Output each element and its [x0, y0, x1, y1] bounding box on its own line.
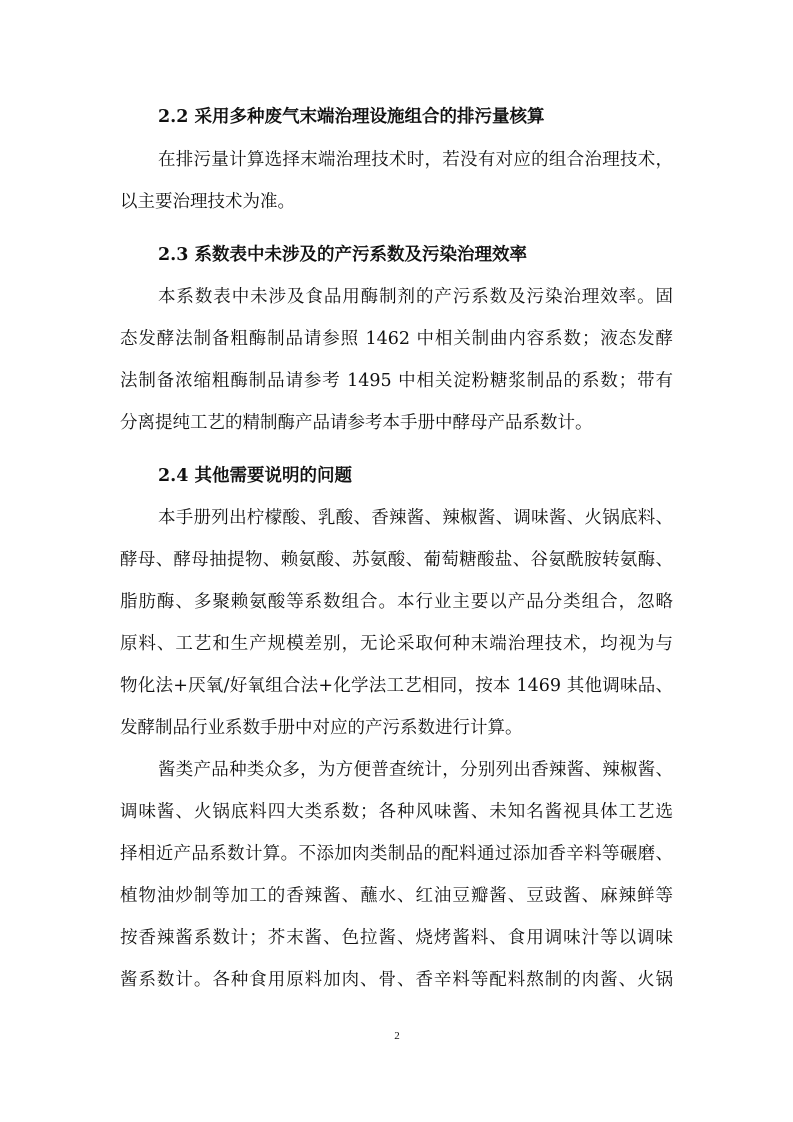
body-line: 本手册列出柠檬酸、乳酸、香辣酱、辣椒酱、调味酱、火锅底料、: [158, 508, 673, 528]
body-line: 物化法+厌氧/好氧组合法+化学法工艺相同，按本 1469 其他调味品、: [120, 676, 673, 696]
body-line: 法制备浓缩粗酶制品请参考 1495 中相关淀粉糖浆制品的系数；带有: [120, 371, 673, 391]
heading-2-2: 2.2 采用多种废气末端治理设施组合的排污量核算: [158, 107, 545, 127]
body-line: 按香辣酱系数计；芥末酱、色拉酱、烧烤酱料、食用调味汁等以调味: [120, 928, 673, 948]
body-line: 分离提纯工艺的精制酶产品请参考本手册中酵母产品系数计。: [120, 413, 593, 433]
body-line: 植物油炒制等加工的香辣酱、蘸水、红油豆瓣酱、豆豉酱、麻辣鲜等: [120, 886, 673, 906]
heading-2-3: 2.3 系数表中未涉及的产污系数及污染治理效率: [158, 245, 528, 265]
body-line: 酱类产品种类众多，为方便普查统计，分别列出香辣酱、辣椒酱、: [158, 760, 673, 780]
heading-2-4: 2.4 其他需要说明的问题: [158, 466, 353, 486]
body-line: 酵母、酵母抽提物、赖氨酸、苏氨酸、葡萄糖酸盐、谷氨酰胺转氨酶、: [120, 550, 673, 570]
body-line: 发酵制品行业系数手册中对应的产污系数进行计算。: [120, 718, 523, 738]
body-line: 原料、工艺和生产规模差别，无论采取何种末端治理技术，均视为与: [120, 634, 673, 654]
body-line: 以主要治理技术为准。: [120, 192, 295, 212]
page-number: 2: [394, 1030, 400, 1042]
body-line: 择相近产品系数计算。不添加肉类制品的配料通过添加香辛料等碾磨、: [120, 844, 673, 864]
body-line: 在排污量计算选择末端治理技术时，若没有对应的组合治理技术，: [158, 150, 673, 170]
body-line: 态发酵法制备粗酶制品请参照 1462 中相关制曲内容系数；液态发酵: [120, 329, 673, 349]
body-line: 调味酱、火锅底料四大类系数；各种风味酱、未知名酱视具体工艺选: [120, 802, 673, 822]
body-line: 脂肪酶、多聚赖氨酸等系数组合。本行业主要以产品分类组合，忽略: [120, 592, 673, 612]
body-line: 本系数表中未涉及食品用酶制剂的产污系数及污染治理效率。固: [158, 287, 673, 307]
body-line: 酱系数计。各种食用原料加肉、骨、香辛料等配料熬制的肉酱、火锅: [120, 970, 673, 990]
